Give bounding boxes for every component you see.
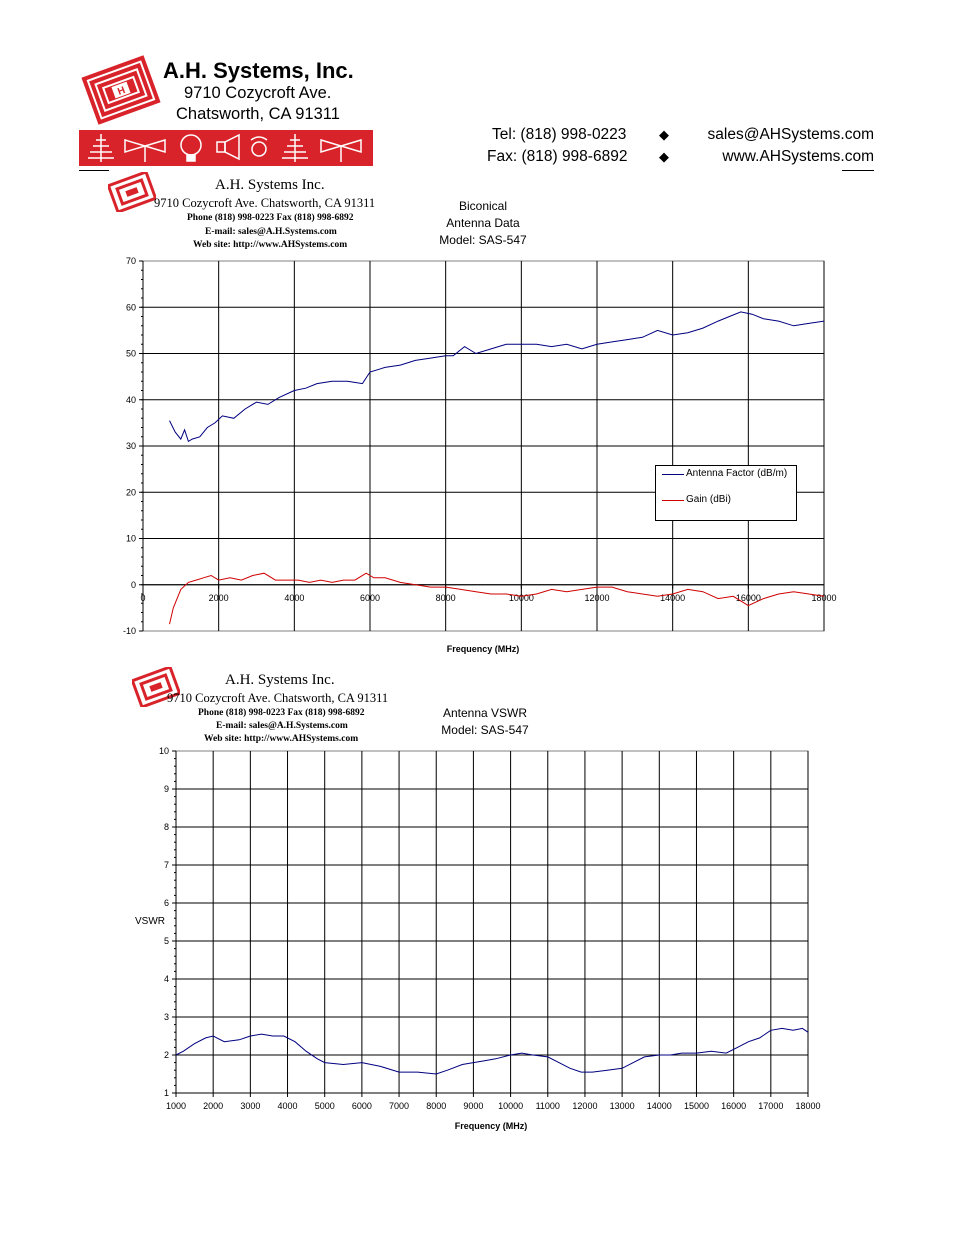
email-link[interactable]: sales@AHSystems.com [707, 126, 874, 143]
x-tick-label: 15000 [683, 1101, 709, 1111]
x-tick-label: 17000 [758, 1101, 784, 1111]
header-rule-left [79, 170, 109, 171]
y-tick-label: 2 [163, 1050, 169, 1060]
x-tick-label: 8000 [426, 1101, 447, 1111]
x-tick-label: 3000 [240, 1101, 261, 1111]
x-tick-label: 18000 [811, 592, 837, 603]
y-tick-label: 10 [125, 533, 136, 544]
company-logo [80, 55, 162, 125]
x-axis-label: Frequency (MHz) [446, 644, 520, 654]
x-tick-label: 5000 [314, 1101, 335, 1111]
stamp-email: E-mail: sales@A.H.Systems.com [205, 227, 337, 237]
svg-text:H: H [116, 85, 127, 98]
legend-label-antenna-factor: Antenna Factor (dB/m) [686, 468, 788, 479]
chart2-title-line2: Model: SAS-547 [441, 723, 529, 737]
active-antenna-icon [251, 137, 267, 156]
x-tick-label: 4000 [277, 1101, 298, 1111]
y-tick-label: 4 [163, 974, 169, 984]
stamp-phone: Phone (818) 998-0223 Fax (818) 998-6892 [187, 213, 354, 223]
horn-antenna-icon [217, 135, 239, 159]
x-tick-label: 8000 [435, 592, 456, 603]
stamp2-company: A.H. Systems Inc. [225, 672, 335, 688]
legend-label-gain: Gain (dBi) [686, 494, 732, 505]
header-rule-right [842, 170, 874, 171]
y-tick-label: 0 [130, 579, 136, 590]
biconical-antenna-icon-2 [321, 140, 361, 162]
antenna-icons [79, 130, 373, 166]
x-tick-label: 16000 [721, 1101, 747, 1111]
x-tick-label: 12000 [584, 592, 610, 603]
antenna-icon-bar [79, 130, 373, 166]
y-tick-label: 6 [163, 898, 169, 908]
y-tick-label: 1 [163, 1088, 169, 1098]
chart2-title-line1: Antenna VSWR [442, 706, 528, 720]
x-axis-label: Frequency (MHz) [454, 1121, 528, 1131]
log-periodic-antenna-icon [88, 134, 114, 162]
x-tick-label: 4000 [284, 592, 305, 603]
x-tick-label: 10000 [498, 1101, 524, 1111]
stamp2-address: 9710 Cozycroft Ave. Chatsworth, CA 91311 [167, 691, 389, 705]
legend-swatch-antenna-factor [662, 474, 684, 475]
legend-swatch-gain [662, 500, 684, 501]
y-tick-label: 60 [125, 302, 136, 313]
company-name: A.H. Systems, Inc. [163, 58, 354, 83]
website-link[interactable]: www.AHSystems.com [722, 148, 874, 165]
x-tick-label: 11000 [535, 1101, 560, 1111]
chart1-title [423, 198, 543, 249]
y-tick-label: 30 [125, 441, 136, 451]
x-tick-label: 0 [140, 592, 146, 603]
separator-diamond-icon: ◆ [659, 127, 669, 142]
chart1-title-line3: Model: SAS-547 [439, 233, 527, 247]
chart2-title [425, 705, 545, 739]
y-tick-label: 5 [163, 936, 169, 946]
chart1-legend [655, 465, 797, 521]
stamp2-web: Web site: http://www.AHSystems.com [204, 734, 359, 744]
company-address-line1: 9710 Cozycroft Ave. [184, 84, 332, 102]
y-axis-label: VSWR [135, 916, 165, 927]
logo-mark-icon [80, 55, 162, 125]
tel-number: Tel: (818) 998-0223 [492, 126, 627, 143]
vswr-chart [0, 740, 954, 1140]
y-tick-label: 8 [163, 822, 169, 832]
loop-antenna-icon [181, 135, 201, 161]
y-tick-label: -10 [122, 626, 136, 636]
x-tick-label: 6000 [351, 1101, 372, 1111]
stamp-company: A.H. Systems Inc. [215, 177, 325, 193]
y-tick-label: 20 [125, 487, 136, 498]
log-periodic-antenna-icon-2 [282, 134, 308, 162]
stamp2-phone: Phone (818) 998-0223 Fax (818) 998-6892 [198, 708, 365, 718]
y-tick-label: 3 [163, 1012, 169, 1022]
y-tick-label: 9 [163, 784, 169, 794]
y-tick-label: 70 [125, 256, 136, 266]
x-tick-label: 1000 [165, 1101, 187, 1111]
x-tick-label: 16000 [735, 592, 761, 603]
x-tick-label: 14000 [660, 592, 686, 603]
stamp-address: 9710 Cozycroft Ave. Chatsworth, CA 91311 [154, 196, 376, 210]
stamp2-email: E-mail: sales@A.H.Systems.com [216, 721, 348, 731]
stamp-web: Web site: http://www.AHSystems.com [193, 240, 348, 250]
y-tick-label: 7 [163, 860, 169, 870]
antenna-factor-chart [0, 250, 954, 670]
x-tick-label: 12000 [572, 1101, 598, 1111]
x-tick-label: 2000 [208, 592, 229, 603]
x-tick-label: 18000 [795, 1101, 821, 1111]
separator-diamond-icon-2: ◆ [659, 149, 669, 164]
chart1-title-line1: Biconical [458, 199, 508, 213]
x-tick-label: 9000 [463, 1101, 484, 1111]
x-tick-label: 14000 [646, 1101, 672, 1111]
company-address-line2: Chatsworth, CA 91311 [176, 105, 340, 123]
x-tick-label: 10000 [508, 592, 534, 603]
stamp-logo-icon [108, 172, 156, 217]
y-tick-label: 10 [158, 746, 169, 756]
x-tick-label: 6000 [359, 592, 381, 603]
x-tick-label: 2000 [203, 1101, 224, 1111]
x-tick-label: 13000 [609, 1101, 635, 1111]
biconical-antenna-icon [125, 140, 165, 162]
y-tick-label: 50 [125, 348, 136, 359]
y-tick-label: 40 [125, 394, 136, 405]
chart1-title-line2: Antenna Data [446, 216, 520, 230]
x-tick-label: 7000 [389, 1101, 410, 1111]
plot-area [176, 751, 808, 1093]
fax-number: Fax: (818) 998-6892 [487, 148, 628, 165]
